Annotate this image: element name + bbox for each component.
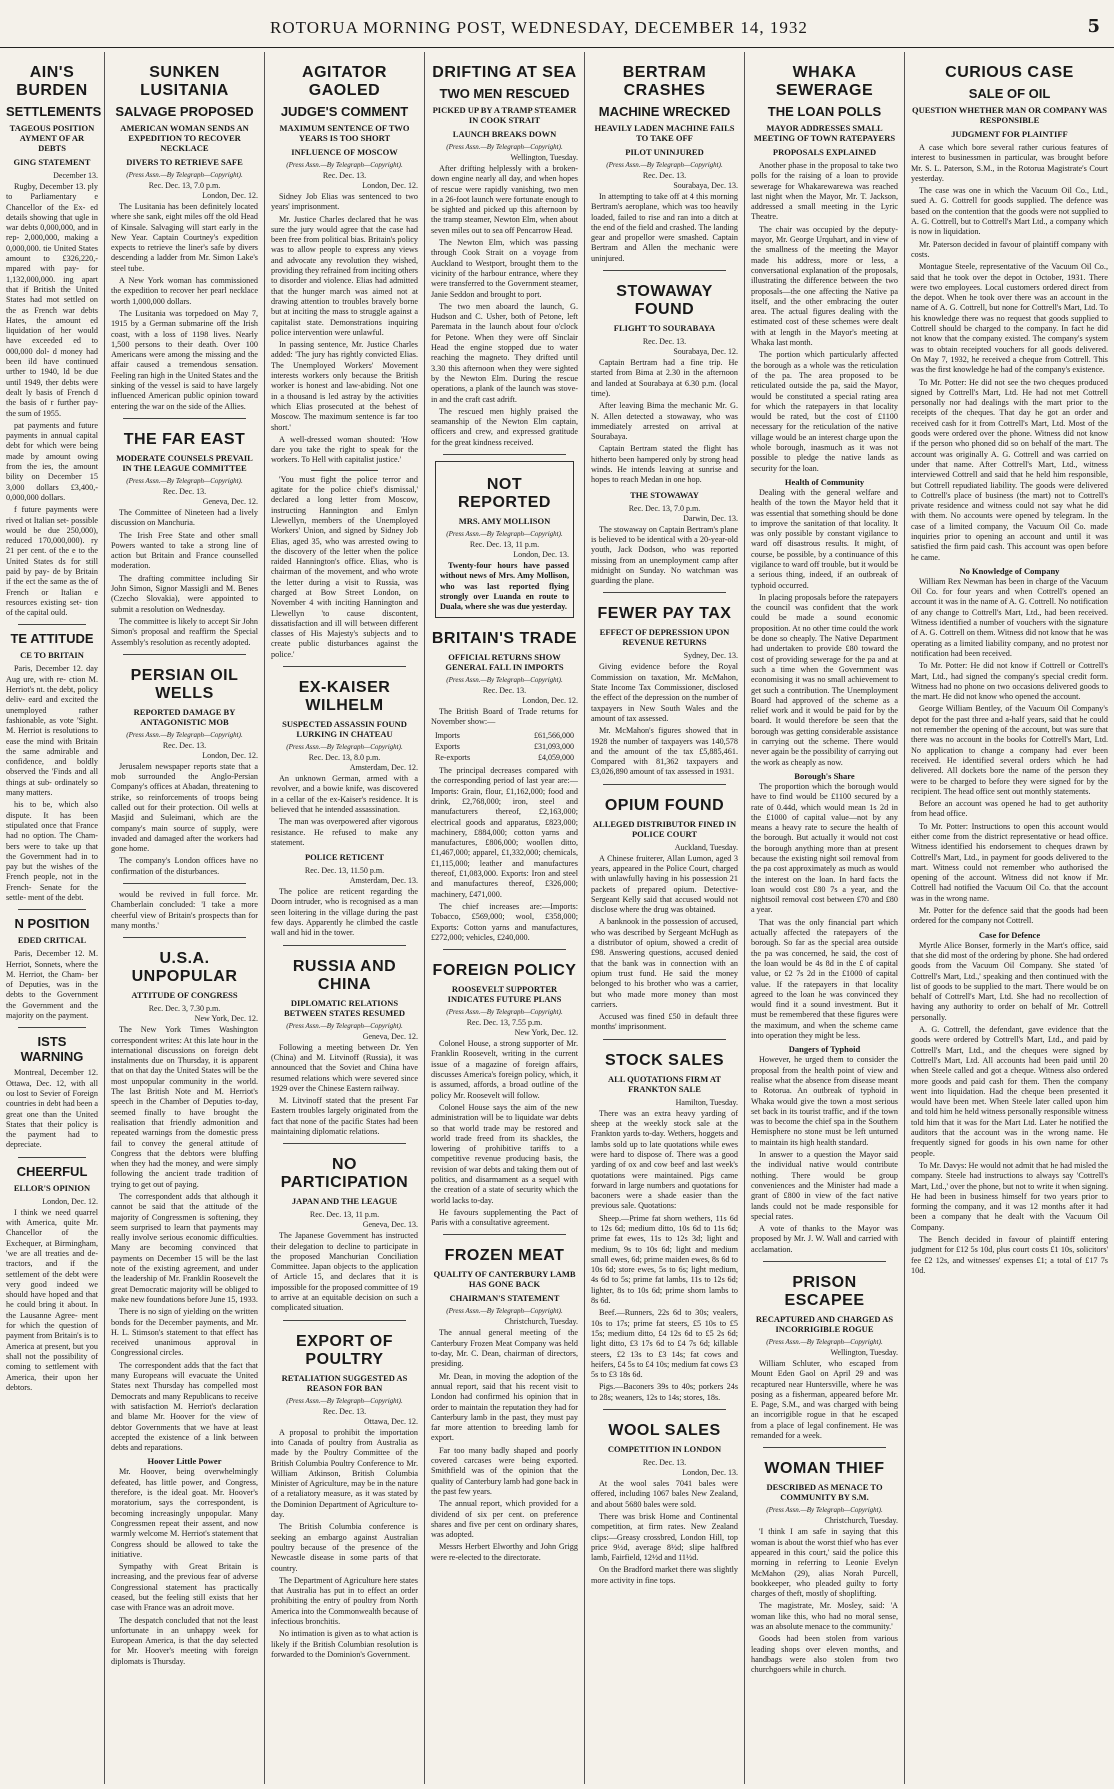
deck: REPORTED DAMAGE BY ANTAGONISTIC MOB	[133, 706, 236, 727]
divider	[603, 1039, 726, 1040]
paragraph: Mr. Potter for the defence said that the goods had been ordered for the company not Cottrell.	[911, 906, 1108, 926]
divider	[283, 666, 406, 667]
press-credit: (Press Assn.—By Telegraph—Copyright).	[766, 1337, 883, 1346]
press-credit: (Press Assn.—By Telegraph—Copyright).	[126, 171, 243, 179]
headline: STOCK SALES	[605, 1051, 724, 1069]
dateline: Geneva, Dec. 12.	[362, 1031, 418, 1041]
divider	[123, 418, 246, 419]
paragraph: Messrs Herbert Elworthy and John Grigg were re-elected to the directorate.	[431, 1542, 578, 1562]
received-time: Rec. Dec. 3, 7.30 p.m.	[148, 1004, 221, 1014]
received-time: Rec. Dec. 13.	[322, 171, 367, 180]
crosshead: Borough's Share	[794, 770, 855, 781]
deck: MRS. AMY MOLLISON	[458, 516, 551, 527]
paragraph: The chief increases are:—Imports: Tobacco, £569,000; wool, £358,000; Exports: Cotton yarns and manufactures, £272,000; vehicles, £240,000.	[431, 901, 578, 942]
deck: PILOT UNINJURED	[625, 147, 704, 157]
paragraph: would be revived in full force. Mr. Chamberlain concluded: 'I take a more cheerful view of Britain's prospects than for many months.'	[111, 890, 258, 930]
headline: BRITAIN'S TRADE	[431, 629, 578, 647]
deck: EDED CRITICAL	[17, 935, 87, 946]
paragraph: Mr. Justice Charles declared that he was sure the jury would agree that the case had been free from political bias. Britain's policy was to allow people to express any views and advocate any revolution they wished, providing they refrained from inciting others to disorder and violence. Elias had admitted that the hunger march was aimed not at drawing attention to troubles bravely borne but at inciting the mass to struggle against a capitalist state. Demonstrations inquiring police intervention were unlawful.	[271, 214, 418, 337]
trade-label: Imports	[435, 731, 460, 741]
paragraph: The annual report, which provided for a dividend of six per cent. on preference shares and five per cent on ordinary shares, was adopted.	[431, 1499, 578, 1540]
received-time: Rec. Dec. 13.	[322, 1406, 367, 1416]
deck: PICKED UP BY A TRAMP STEAMER IN COOK STRAIT	[432, 105, 577, 125]
trade-value: £31,093,000	[534, 742, 574, 752]
paragraph: The Lusitania was torpedoed on May 7, 1915 by a German submarine off the Irish coast, with a loss of 1198 lives. Nearly 1,500 persons to their death. Over 100 Americans were among the missing and the affair caused a tremendous sensation. Feeling ran high in the United States and the sinking of the vessel is said to have largely influenced American public opinion toward entering the war on the side of the Allies.	[111, 308, 258, 411]
press-credit: (Press Assn.—By Telegraph—Copyright).	[286, 1021, 403, 1030]
paragraph: Pigs.—Baconers 39s to 40s; porkers 24s to 28s; weaners, 12s to 14s; stores, 18s.	[591, 1382, 738, 1402]
divider	[18, 1027, 86, 1028]
paragraph: Sheep.—Prime fat shorn wethers, 11s 6d to 12s 6d; medium ditto, 10s 6d to 11s 6d; prime fat ewes, 11s to 12s 3d; light and medium, 9s to 10s 6d; light and medium small ewes, 6d; prime maiden ewes, 8s 6d to 10s 6d; store ewes, 5s to 6s; light medium, 4s 6d to 5s; prime fat lambs, 11s to 12s 6d; lighter, 8s to 10s 6d; prime shorn lambs to 8s 6d.	[591, 1213, 738, 1306]
deck: PROPOSALS EXPLAINED	[772, 147, 877, 157]
paragraph: The correspondent adds that although it cannot be said that the attitude of the majority of Congressmen is softening, they seem surprised to learn that payments may really involve serious economic difficulties. Many are becoming convinced that payments on December 15 will be the last note of the existing agreement, and under the leadership of Mr. Franklin Roosevelt the great Democratic majority will be obliged to make new foundations before June 15, 1933.	[111, 1192, 258, 1304]
paragraph: However, he urged them to consider the proposal from the health point of view and realise what the absence from disease meant to Rotorua. An outbreak of typhoid in Whaka would give the town a most serious set back in its tourist traffic, and if the town was to become the chief spa in the Southern Hemisphere no stone must be left unturned to maintain its high health standard.	[751, 1055, 898, 1147]
press-credit: (Press Assn.—By Telegraph—Copyright).	[446, 1307, 563, 1316]
paragraph: The principal decreases compared with the corresponding period of last year are:—Imports: Grain, flour, £1,162,000; food and drink, £2,768,000; iron, steel and manufacturers thereof, £2,163,000; electrical goods and apparatus, £823,000; machinery, £884,000; cotton yarns and manufactures, £806,000; woollen ditto, £1,467,000; apparel, £1,332,000; chemicals, £1,115,000; leather and manufactures thereof, £1,083,000. Exports: Iron and steel and manufactures thereof, £326,000; machinery, £471,000.	[431, 766, 578, 899]
dateline: Hamilton, Tuesday.	[675, 1097, 738, 1107]
masthead-rule	[0, 47, 1114, 48]
dateline: London, Dec. 12.	[202, 750, 258, 760]
press-credit: (Press Assn.—By Telegraph—Copyright).	[606, 161, 723, 169]
paragraph: I think we need quarrel with America, quite Mr. Chancellor of the Exchequer, at Birmingham, 'we are all treaties and de- tractors, and if the settlement of the debt were very good indeed we should have hoped and that he could bring it about. In the Lausanne Agree- ment for which the question of payment from Britain's is to America at present, but you shall not the possibility of coming to settlement with America, their upon her debtors.	[6, 1207, 98, 1392]
paragraph: Colonel House says the aim of the new administration will be to liquidate war debts so that world trade may be restored and world trade freed from its shackles, the lowering of prohibitive tariffs to a competitive revenue producing basis, the revision of war debts and taking them out of politics, and disarmament as a sequel with the creation of a state of security which the world lacks to-day.	[431, 1102, 578, 1205]
received-time: Rec. Dec. 13.	[642, 1458, 687, 1468]
dateline: Sourabaya, Dec. 13.	[673, 181, 738, 190]
table-row	[433, 753, 576, 762]
press-credit: (Press Assn.—By Telegraph—Copyright).	[766, 1506, 883, 1515]
headline: DRIFTING AT SEA	[432, 64, 577, 81]
headline: STOWAWAY FOUND	[616, 283, 713, 319]
deck: JUDGMENT FOR PLAINTIFF	[951, 129, 1068, 139]
dateline: London, Dec. 12.	[362, 181, 418, 190]
paragraph: The chair was occupied by the deputy-mayor, Mr. George Urquhart, and in view of the smallness of the meeting the Mayor made his address, more or less, a conversational explanation of the proposals, illustrating the difference between the two proposals—the one affecting the Native pa itself, and the other embracing the outer area. The actual figures dealing with the estimated cost of these schemes were dealt with at length in the Mayor's meeting at Whaka last month.	[751, 224, 898, 348]
paragraph: Sidney Job Elias was sentenced to two years' imprisonment.	[271, 192, 418, 212]
headline: THE FAR EAST	[123, 430, 246, 448]
paragraph: There was an extra heavy yarding of sheep at the weekly stock sale at the Frankton yards to-day. Wethers, hoggets and lambs sold up to late quotations while ewes were hard to dispose of. There was a good yarding of ox and cow beef and last week's quotations were maintained. Pigs came forward in large numbers and quotations for baconers were a shade easier than the previous sale. Quotations:	[591, 1108, 738, 1211]
divider	[443, 1234, 566, 1235]
paragraph: The Bench decided in favour of plaintiff entering judgment for £12 5s 10d, plus court costs £1 10s, solicitors' fee £2 12s, and witnesses' expenses £1; a total of £17 7s 10d.	[911, 1234, 1108, 1275]
paragraph: Montague Steele, representative of the Vacuum Oil Co., said that he took over the depot in October, 1931. There were two employees. Local customers ordered direct from the depot. When he took over there was an account in the name of A. G. Cottrell, but none for Cottrell's Mart, Ltd. To his knowledge there was no request that goods supplied to Cottrell should be charged to the company. In fact he did not know that the company existed. The company's system was to obtain receipted vouchers for all goods delivered. On May 7, 1932, he received a cheque from Cottrell. This was the first knowledge he had of the company's existence.	[911, 262, 1108, 375]
paragraph: The drafting committee including Sir John Simon, Signor Massigli and M. Benes (Czecho Slovakia), were appointed to submit a resolution on Wednesday.	[111, 573, 258, 614]
deck: RECAPTURED AND CHARGED AS INCORRIGIBLE ROGUE	[755, 1313, 894, 1334]
paragraph: The stowaway on Captain Bertram's plane is believed to be identical with a 20-year-old youth, Jack Dodson, who was reported missing from an unemployment camp after midnight on Sunday. No watchman was guarding the plane.	[591, 524, 738, 586]
paragraph: Paris, December 12. M. Herriot, Sonnets, where the M. Herriot, the Cham- ber of Deputies, was in the debts to the Government the Government and the majority on the payment.	[6, 949, 98, 1021]
paragraph: To Mr. Potter: He did not know if Cottrell or Cottrell's Mart, Ltd., had signed the company's special credit form. Witness had no phone on two occasions delivered goods to the mart. He did not know who opened the account.	[911, 661, 1108, 702]
deck: DIPLOMATIC RELATIONS BETWEEN STATES RESUMED	[283, 997, 406, 1018]
paragraph: Another phase in the proposal to take two polls for the raising of a loan to provide sewerage for Whakarewarewa was reached last night when the Mayor, Mr. T. Jackson, addressed a small meeting in the Lyric Theatre.	[751, 161, 898, 222]
table-row	[433, 742, 576, 751]
deck: RETALIATION SUGGESTED AS REASON FOR BAN	[281, 1372, 408, 1393]
paragraph: That was the only financial part which actually affected the ratepayers of the borough. So far as the special area outside the pa was concerned, he said, the cost of the loan would be 4s 8d in the £ of capital value, or £2 7s 2d in the £1000 of capital value. If the ratepayers in that locality agreed to the loan he was convinced they would find it a sound investment. But it must be remembered that these figures were the maximum, and when the scheme came into operation they might be less.	[751, 917, 898, 1041]
dateline: London, Dec. 12.	[522, 695, 578, 705]
press-credit: (Press Assn.—By Telegraph—Copyright).	[446, 1008, 563, 1017]
headline: FOREIGN POLICY	[432, 962, 577, 980]
paragraph: Twenty-four hours have passed without news of Mrs. Amy Mollison, who was last reported flying strongly over Luanda en route to Duala, where she was due yesterday.	[440, 561, 569, 612]
press-credit: (Press Assn.—By Telegraph—Copyright).	[286, 743, 403, 752]
received-time: Rec. Dec. 13.	[642, 337, 687, 347]
paragraph: f future payments were rived ot Italian set- possible would be due 250,000), reduced 170,000,000). ry 21 per cent. of the e to the United States ds for still paid by pay- de by Britain if the ect the same as the of French or Italian e resources existing set- tion of the capital ould.	[6, 505, 98, 618]
paragraph: To Mr. Davys: He would not admit that he had misled the company. Steele had instructions to always say 'Cottrell's Mart, Ltd.,' over the phone, but not to write it when signing. He had been in business himself for two years prior to forming the company, and it was 12 months after it had been a company that he dealt with the Vacuum Oil Company.	[911, 1160, 1108, 1232]
received-time: Rec. Dec. 13, 11.50 p.m.	[304, 866, 385, 876]
headline: NO PARTICIPATION	[280, 1156, 409, 1192]
dateline: London, Dec. 12.	[202, 191, 258, 200]
dateline: Amsterdam, Dec. 13.	[349, 876, 418, 886]
received-time: Rec. Dec. 13, 11 p.m.	[309, 1210, 380, 1220]
paragraph: After drifting helplessly with a broken-down engine nearly all day, and when hopes of rescue were rapidly vanishing, two men in a 26-foot launch were fortunate enough to be sighted and picked up this afternoon by the tramp steamer, Newton Elm, when about seven miles out to sea off Pencarrow Head.	[431, 164, 578, 235]
paragraph: A. G. Cottrell, the defendant, gave evidence that the goods were ordered by Cottrell's Mart, Ltd., and paid by Cottrell's Mart, Ltd., and the cheques were signed by Cottrell's Mart, Ltd. All accounts had been paid until 20 when Steele called and got a cheque. Witness also ordered more goods and paid cash for them. Then the company went into liquidation. Had the cheque been presented it would have been met. When Steele later called upon him and told him he held witness personally responsible witness told him that it was for the Mart Ltd. Later he notified the auditors that the account was in the wrong name. He frequently signed for goods in his own name for other people.	[911, 1025, 1108, 1158]
paragraph: Far too many badly shaped and poorly covered carcases were being exported. Smithfield was of the opinion that the quality of Canterbury lamb had gone back in the past few years.	[431, 1445, 578, 1496]
deck: MAYOR ADDRESSES SMALL MEETING OF TOWN RATEPAYERS	[753, 123, 896, 143]
boxed-article	[435, 461, 574, 617]
deck: TAGEOUS POSITION AYMENT OF AR DEBTS	[9, 123, 95, 153]
deck: ROOSEVELT SUPPORTER INDICATES FUTURE PLANS	[447, 984, 562, 1005]
paragraph: Myrtle Alice Bonser, formerly in the Mart's office, said that she did most of the ordering by phone. She had ordered goods from the Vacuum Oil Company. She stated 'of Cottrell's Mart, Ltd.,' speaking and then continued with the list of goods to be supplied to the mart. There would be on behalf of Cottrell's Mart, Ltd. She had no recollection of having any authority to order on behalf of Mr. Cottrell personally.	[911, 940, 1108, 1022]
press-credit: (Press Assn.—By Telegraph—Copyright).	[446, 143, 563, 151]
paragraph: The annual general meeting of the Canterbury Frozen Meat Company was held to-day, Mr. C. Dean, chairman of directors, presiding.	[431, 1328, 578, 1369]
trade-label: Re-exports	[435, 753, 471, 763]
paragraph: No intimation is given as to what action is likely if the British Columbian resolution is forwarded to the Dominion's Government.	[271, 1629, 418, 1659]
column-3	[265, 52, 424, 1784]
divider	[123, 883, 246, 884]
paragraph: To Mr. Potter: Instructions to open this account would either come from the district representative or head office. Witness identified his endorsement to cheques drawn by Cottrell's Mart, Ltd., in payment for goods delivered to the mart. Witness could not remember who authorised the opening of the account. Witness did not know if Mr. Cottrell had notified the Vacuum Oil Co. that the account was in the wrong name.	[911, 821, 1108, 903]
paragraph: The police are reticent regarding the Doorn intruder, who is recognised as a man seen loitering in the village during the past few days. Apparently he climbed the castle wall and hid in the tower.	[271, 887, 418, 938]
paragraph: The rescued men highly praised the seamanship of the Newton Elm captain, officers and crew, and expressed gratitude for the great kindness received.	[431, 406, 578, 447]
deck: ELLOR'S OPINION	[13, 1182, 91, 1193]
divider	[18, 1157, 86, 1158]
subheadline: THE LOAN POLLS	[767, 104, 882, 119]
deck: LAUNCH BREAKS DOWN	[452, 129, 557, 139]
divider	[18, 624, 86, 625]
dateline: December 13.	[53, 171, 98, 180]
paragraph: The correspondent adds that the fact that many Europeans will evacuate the United States next Thursday has compelled most Democrats and many Republicans to receive with satisfaction M. Herriot's declaration and blame Mr. Hoover for the view of debtor Governments that we have at least accepted the existence of a link between debts and reparations.	[111, 1360, 258, 1453]
dateline: New York, Dec. 12.	[194, 1014, 258, 1024]
deck: ATTITUDE OF CONGRESS	[131, 990, 238, 1001]
deck: FLIGHT TO SOURABAYA	[613, 323, 716, 334]
divider	[763, 1261, 886, 1262]
press-credit: (Press Assn.—By Telegraph—Copyright).	[446, 530, 563, 539]
paragraph: Mr. Hoover, being overwhelmingly defeated, has little power, and Congress, therefore, is the ideal goat. Mr. Hoover's moratorium, says the correspondent, is becoming increasingly unpopular. Many Congressmen repeat their assent, and now warmly welcome M. Herriot's statement that Congress should be allowed to take the initiative.	[111, 1467, 258, 1559]
paragraph: The British Columbia conference is seeking an embargo against Australian poultry because of the presence of the Newcastle disease in some parts of that country.	[271, 1522, 418, 1573]
paragraph: 'You must fight the police terror and agitate for the police chief's dismissal,' declared a long letter from Moscow, instructing Hannington and Emlyn Llewellyn, members of the Unemployed Workers' Union, and signed by Sidney Job Elias, aged 35, who was arrested owing to the discovery of the letter when the police raided Hannington's office. Elias, who is chairman of the movement, and who wrote the letter during a visit to Russia, was charged at Bow Street London, on November 4 with inciting Hannington and Llewellyn 'to cause discontent, dissatisfaction and ill will between different classes of His Majesty's subjects and to create public disturbances against the police.'	[271, 474, 418, 659]
paragraph: The Irish Free State and other small Powers wanted to take a strong line of action but Britain and France counselled moderation.	[111, 530, 258, 571]
divider	[603, 784, 726, 785]
column-4	[425, 52, 584, 1784]
dateline: London, Dec. 13.	[513, 550, 569, 560]
paragraph: Colonel House, a strong supporter of Mr. Franklin Roosevelt, writing in the current issue of a magazine of foreign affairs, discusses America's foreign policy, which, it is assumed, affords, a broad outline of the policy Mr. Roosevelt will follow.	[431, 1039, 578, 1100]
crosshead: Dangers of Typhoid	[788, 1044, 861, 1055]
paragraph: The committee is likely to accept Sir John Simon's proposal and reaffirm the Special Assembly's resolution as recently adopted.	[111, 616, 258, 647]
dateline: Christchurch, Tuesday.	[504, 1317, 578, 1327]
section-head: CHEERFUL	[16, 1163, 88, 1179]
divider	[123, 654, 246, 655]
crosshead: Hoover Little Power	[147, 1456, 222, 1467]
paragraph: A well-dressed woman shouted: 'How dare you take the right to speak for the workers. To Hell with capitalist justice.'	[271, 434, 418, 465]
divider	[603, 1409, 726, 1410]
paragraph: The portion which particularly affected the borough as a whole was the reticulation of the pa. The area proposed to be reticulated outside the pa, said the Mayor, would be constituted a special rating area for which the ratepayers in that locality would be rated, but the cost of £1100 necessary for the reticulation of the native village would be an interest charge upon the whole borough, inasmuch as it was not possible to pledge the native lands as security for the loan.	[751, 350, 898, 473]
deck: QUALITY OF CANTERBURY LAMB HAS GONE BACK	[433, 1269, 576, 1290]
received-time: Rec. Dec. 13, 7.0 p.m.	[628, 503, 701, 513]
paragraph: Rugby, December 13. ply to Parliamentary e Chancellor of the Ex- ed details showing that ugle in war debts 0,000,000, and in rep- 2,000,000, making a 0,000,000. tie United States amount to £326,220,- mpared with pay- for 1,132,000,000. ing apart that if British the United States had mot settled on the as French war debts Hates, the amount ed liquidation of her would have exceeded ed to 000,000 dol- d money had been ild have continued urther to 1940, ld be due until 1949, ther debts were dealt ly basis of French d the basis of r further pay- the sum of 1955.	[6, 182, 98, 418]
headline: WOOL SALES	[608, 1422, 721, 1440]
dateline: Wellington, Tuesday.	[510, 153, 578, 162]
paragraph: Sympathy with Great Britain is increasing, and the previous fear of adverse Congressional statement has practically ceased, but the feeling still exists that her case with France was an adroit move.	[111, 1562, 258, 1613]
dateline: Ottawa, Dec. 12.	[364, 1416, 418, 1426]
paragraph: Following a meeting between Dr. Yen (China) and M. Litvinoff (Russia), it was announced that the Soviet and China have resumed relations which were severed since 1929 over the Chinese Eastern railway.	[271, 1042, 418, 1093]
table-row	[433, 731, 576, 740]
trade-value: £4,059,000	[538, 753, 574, 763]
paragraph: There was brisk Home and Continental competition, at firm rates. New Zealand clips:—Greasy crossbred, London Hill, top price 9½d, average 8½d; slipe halfbred lamb, Fairfield, 12½d and 11½d.	[591, 1511, 738, 1563]
divider	[443, 949, 566, 950]
divider	[123, 937, 246, 938]
paragraph: The proportion which the borough would have to find would be £1100 secured by a rate of 0.44d, which would mean 1s 2d in the £1000 of capital value—not by any means a heavy rate to secure the health of the borough. But actually it would not cost the borough anything more than at present because the existing night soil removal from the pa cost approximately as much as would the interest on the loan. In hard facts the loan would cost £80 7s a year, and the nightsoil removal cost between £70 and £80 a year.	[751, 781, 898, 915]
headline: BERTRAM CRASHES	[622, 64, 707, 99]
divider	[283, 945, 406, 946]
paragraph: pat payments and future payments in annual capital debt for which were being made by amount owing from the ies, the amount bility on December 15 3,000 dollars £3,400,- 0,000,000 dollars.	[6, 420, 98, 502]
paragraph: Jerusalem newspaper reports state that a mob surrounded the Anglo-Persian Company's offices at Abadan, threatening to strike, so reinforcements of troops being called out for their protection. Oil wells at Masjid and Suleimani, which are the company's main source of supply, were invaded and damaged after the workers had gone home.	[111, 761, 258, 854]
paragraph: The company's London offices have no confirmation of the disturbances.	[111, 856, 258, 876]
subheadline: JUDGE'S COMMENT	[280, 104, 409, 119]
received-time: Rec. Dec. 13, 7.0 p.m.	[148, 181, 221, 190]
deck: MODERATE COUNSELS PREVAIL IN THE LEAGUE COMMITTEE	[116, 452, 253, 473]
deck: THE STOWAWAY	[630, 489, 699, 500]
paragraph: A proposal to prohibit the importation into Canada of poultry from Australia as made by the Poultry Committee of the British Columbia Poultry Conference to Mr. William Atkinson, British Columbia Minister of Agriculture, may be in the nature of a retaliatory measure, as it was stated by the Dominion Department of Agriculture to-day.	[271, 1427, 418, 1520]
headline: AIN'S BURDEN	[16, 64, 88, 99]
dateline: London, Dec. 12.	[42, 1196, 98, 1206]
received-time: Rec. Dec. 13.	[642, 171, 687, 180]
page-number: 5	[1087, 16, 1100, 37]
divider	[603, 592, 726, 593]
paragraph: The despatch concluded that not the least unfortunate in an unhappy week for European America, is that the day selected for Mr. Hoover's meeting with foreign diplomats is Thursday.	[111, 1615, 258, 1666]
divider	[18, 909, 86, 910]
paragraph: Dealing with the general welfare and health of the town the Mayor held that it was essential that something should be done to improve the sanitation of that locality. It was only possible by constant vigilance to ward off disastrous results. It might, of course, be possible, by a continuance of this vigilance to ward off trouble, but it would be a serious thing, indeed, if an outbreak of typhoid occurred.	[751, 487, 898, 590]
section-head: TE ATTITUDE	[10, 631, 94, 647]
deck: HEAVILY LADEN MACHINE FAILS TO TAKE OFF	[594, 123, 735, 143]
paragraph: The case was one in which the Vacuum Oil Co., Ltd., sued A. G. Cottrell for goods supplied. The defence was based on the contention that the goods were not supplied to A. G. Cottrell, but to Cottrell's Mart Ltd., a company which is now in liquidation.	[911, 186, 1108, 237]
deck: QUESTION WHETHER MAN OR COMPANY WAS RESPONSIBLE	[912, 105, 1107, 125]
received-time: Rec. Dec. 13.	[162, 486, 207, 496]
paragraph: Captain Bertram had a fine trip. He started from Bima at 2.30 in the afternoon and landed at Sourabaya at 6.30 p.m. (local time).	[591, 358, 738, 398]
headline: FEWER PAY TAX	[597, 605, 732, 623]
paragraph: At the wool sales 7041 bales were offered, including 1067 bales New Zealand, and about 5680 bales were sold.	[591, 1479, 738, 1509]
deck: POLICE RETICENT	[304, 852, 385, 863]
deck: DESCRIBED AS MENACE TO COMMUNITY BY S.M.	[766, 1482, 883, 1503]
headline: U.S.A. UNPOPULAR	[131, 950, 238, 986]
paragraph: In placing proposals before the ratepayers the council was confident that the work could be made a sound economic proposition. At no other time could the work be done so cheaply. The Native Department had undertaken to provide £80 toward the cost of providing sewerage for the pa and at such a time when the Government was economising it was no small achievement to get such a contribution. The Unemployment Board had approved of the scheme as a relief work and it would be paid for by the board. It would therefore be seen that the borough was getting considerable assistance in carrying out the scheme. There would never again be the possibility of carrying out the work as cheaply as now.	[751, 592, 898, 767]
deck: INFLUENCE OF MOSCOW	[291, 147, 398, 157]
dateline: Wellington, Tuesday.	[830, 1347, 898, 1357]
paragraph: To Mr. Potter: He did not see the two cheques produced signed by Cottrell's Mart, Ltd. He had not met Cottrell personally nor had dealings with the mart prior to the receipts of the cheques. That day he got an order and received cash for it from Cottrell's Mart, Ltd. Most of the goods were ordered over the phone. Witness did not know if the person who phoned did so on behalf of the mart. The account was originally A. G. Cottrell and was carried on under that name. After Cottrell's Mart, Ltd., witness interviewed Cottrell and said that he held him responsible, but Cottrell repudiated liability. The goods were delivered to Cottrell's place of business (the mart) not to Cottrell's private residence and witness could not say what he did with them. No accounts were opened by telegram. In the case of a limited company, the Vacuum Oil Co. made inquiries prior to opening an account and until it was satisfied the firm paid cash. This account was open before he came.	[911, 377, 1108, 562]
paragraph: The man was overpowered after vigorous resistance. He refused to make any statement.	[271, 817, 418, 847]
subheadline: SALVAGE PROPOSED	[115, 104, 254, 119]
paragraph: Accused was fined £50 in default three months' imprisonment.	[591, 1012, 738, 1032]
deck: MAXIMUM SENTENCE OF TWO YEARS IS TOO SHORT	[279, 123, 410, 143]
headline: AGITATOR GAOLED	[302, 64, 387, 99]
paragraph: A banknook in the possession of accused, who was described by Sergeant McHugh as a distributor of opium, showed a credit of £98. Answering questions, accused denied that the bank was in connection with an opium trust fund. He said the money belonged to his brother who was a carrier, but who made more money than most carriers.	[591, 917, 738, 1009]
paragraph: In passing sentence, Mr. Justice Charles added: 'The jury has rightly convicted Elias. The Unemployed Workers' Movement interests workers only because the British worker is honest and law-abiding. Not one in a thousand is led astray by the activities which Elias prosecuted at the behest of Moscow. The maximum sentence is far too short.'	[271, 340, 418, 432]
press-credit: (Press Assn.—By Telegraph—Copyright).	[446, 675, 563, 684]
deck: CHAIRMAN'S STATEMENT	[449, 1293, 560, 1304]
deck: ALL QUOTATIONS FIRM AT FRANKTON SALE	[607, 1073, 722, 1094]
headline: OPIUM FOUND	[604, 796, 725, 814]
paragraph: his to be, which also dispute. It has been stipulated once that France had no option. The Cham- bers were to take up that the Government had in to pay but the wishes of the French people, not in the French- Senate for the settle- ment of the debt.	[6, 800, 98, 902]
deck: JAPAN AND THE LEAGUE	[291, 1196, 398, 1207]
paragraph: The Japanese Government has instructed their delegation to decline to participate in the proposed Manchurian Conciliation Committee. Japan objects to the application of Article 15, and declares that it is impossible for the proposed committee of 19 to arrive at an equitable decision on such a complicated situation.	[271, 1231, 418, 1313]
dateline: London, Dec. 13.	[682, 1468, 738, 1478]
newspaper-title: ROTORUA MORNING POST, WEDNESDAY, DECEMBER 14, 1932	[270, 18, 808, 37]
paragraph: William Rex Newman has been in charge of the Vacuum Oil Co. for four years and when Cottrell's opened an account it was in the name of A. G. Cottrell. No notification of any change to Cottrell's Mart, Ltd., had been received. Witness identified a number of vouchers with the signature of A. G. Cottrell on them. Witness did not know that he was operating as a limited liability company, and no protest nor notification had been received.	[911, 576, 1108, 658]
paragraph: Mr. Paterson decided in favour of plaintiff company with costs.	[911, 239, 1108, 259]
divider	[311, 470, 378, 471]
paragraph: Mr. Dean, in moving the adoption of the annual report, said that his recent visit to London had confirmed his opinion that in order to maintain the reputation they had for Canterbury lamb in the past, they must pay far more attention to breeding lamb for export.	[431, 1371, 578, 1443]
headline: FROZEN MEAT	[444, 1247, 565, 1265]
subheadline: TWO MEN RESCUED	[439, 86, 570, 101]
paragraph: The magistrate, Mr. Mosley, said: 'A woman like this, who had no moral sense, was an absolute menace to the community.'	[751, 1601, 898, 1632]
deck: EFFECT OF DEPRESSION UPON REVENUE RETURNS	[599, 627, 730, 648]
paragraph: Goods had been stolen from various leading shops over eleven months, and handbags were also stolen from two churchgoers while in church.	[751, 1634, 898, 1675]
masthead	[0, 0, 1114, 50]
paragraph: Captain Bertram stated the flight has hitherto been hampered only by strong head winds. He intends leaving at sunrise and hopes to reach Medan in one hop.	[591, 444, 738, 485]
dateline: Darwin, Dec. 13.	[683, 513, 738, 523]
dateline: New York, Dec. 12.	[514, 1028, 578, 1038]
paragraph: The two men aboard the launch, G. Hudson and C. Usher, both of Petone, left Paremata in the launch about four o'clock for Petone. When they were off Sinclair Head the engine stopped due to water reaching the magneto. They drifted until 3.30 this afternoon when they were sighted by the Newton Elm. During the rescue operations, a plank of the launch was stove-in and the craft cast adrift.	[431, 301, 578, 404]
headline: WHAKA SEWERAGE	[775, 64, 874, 99]
divider	[603, 270, 726, 271]
dateline: Auckland, Tuesday.	[674, 842, 738, 852]
column-1	[0, 52, 104, 1784]
dateline: Amsterdam, Dec. 12.	[349, 763, 418, 773]
dateline: Christchurch, Tuesday.	[824, 1516, 898, 1526]
deck: AMERICAN WOMAN SENDS AN EXPEDITION TO RECOVER NECKLACE	[120, 123, 249, 153]
paragraph: He favours supplementing the Pact of Paris with a consultative agreement.	[431, 1207, 578, 1228]
received-time: Rec. Dec. 13.	[162, 740, 207, 750]
headline: NOT REPORTED	[458, 476, 551, 512]
section-head: ISTS WARNING	[20, 1034, 84, 1065]
subheadline: MACHINE WRECKED	[598, 104, 731, 119]
crosshead: Health of Community	[784, 476, 865, 487]
paragraph: George William Bentley, of the Vacuum Oil Company's depot for the past three and a-half years, said that he could not remember the opening of the account, but was sure that there was no account in the books for Cottrell's Mart, Ltd. No application to change a company had ever been received. He identified several orders which he had delivered. All dockets bore the name of the person they were to be charged to before they were signed for by the recipient. The head office sent out monthly statements.	[911, 704, 1108, 796]
paragraph: The Newton Elm, which was passing through Cook Strait on a voyage from Auckland to Westport, brought them to the vicinity of the harbour entrance, where they were transferred to the Government steamer, Janie Seddon and brought to port.	[431, 238, 578, 299]
paragraph: A Chinese fruiterer, Allan Lumon, aged 3 years, appeared in the Police Court, charged with unlawfully having in his possession 21 packets of prepared opium. Detective-Sergeant Kelly said that accused would not disclose where the drug was obtained.	[591, 853, 738, 915]
press-credit: (Press Assn.—By Telegraph—Copyright).	[286, 1396, 403, 1405]
divider	[283, 1320, 406, 1321]
press-credit: (Press Assn.—By Telegraph—Copyright).	[286, 161, 403, 169]
received-time: Rec. Dec. 13, 11 p.m.	[469, 540, 540, 550]
paragraph: Giving evidence before the Royal Commission on taxation, Mr. McMahon, State Income Tax Commissioner, disclosed the effect of the depression on the number of taxpayers in New South Wales and the amount of tax assessed.	[591, 662, 738, 723]
paragraph: Before an account was opened he had to get authority from head office.	[911, 799, 1108, 819]
deck: CE TO BRITAIN	[20, 650, 84, 661]
crosshead: Case for Defence	[978, 929, 1041, 940]
divider	[443, 454, 566, 455]
paragraph: The Lusitania has been definitely located where she sank, eight miles off the old Head of Kinsale. Salvaging will start early in the New Year. Captain Courtney's expedition expects to retrieve the liner's safe by divers descending a ladder from Mr. Simon Lake's steel tube.	[111, 202, 258, 273]
headline: EXPORT OF POULTRY	[296, 1332, 393, 1368]
paragraph: A case which bore several rather curious features of interest to businessmen in particular, was brought before Mr. S. L. Paterson, S.M., in the Rotorua Magistrate's Court yesterday.	[911, 143, 1108, 183]
paragraph: In answer to a question the Mayor said the individual native would contribute nothing. There would be group conveniences and the Minister had made a grant of £800 in view of the fact native lands could not be made responsible for special rates.	[751, 1150, 898, 1221]
received-time: Rec. Dec. 13, 7.55 p.m.	[466, 1018, 543, 1028]
paragraph: 'I think I am safe in saying that this woman is about the worst thief who has ever appeared in this court,' said the police this morning in referring to Leonie Evelyn McMahon (29), alias Norah Purcell, bookkeeper, who pleaded guilty to forty charges of theft, mostly of shoplifting.	[751, 1527, 898, 1599]
deck: COMPETITION IN LONDON	[607, 1444, 722, 1455]
headline: EX-KAISER WILHELM	[298, 679, 391, 715]
paragraph: An unknown German, armed with a revolver, and a bowie knife, was discovered in a cellar of the ex-Kaiser's residence. It is believed that he intended assassination.	[271, 774, 418, 814]
deck: ALLEGED DISTRIBUTOR FINED IN POLICE COURT	[592, 818, 737, 839]
received-time: Rec. Dec. 13.	[482, 685, 527, 695]
dateline: Sydney, Dec. 13.	[683, 651, 738, 661]
headline: RUSSIA AND CHINA	[292, 957, 397, 993]
crosshead: No Knowledge of Company	[959, 565, 1060, 576]
paragraph: The Committee of Nineteen had a lively discussion on Manchuria.	[111, 507, 258, 528]
trade-value: £61,566,000	[534, 731, 574, 741]
divider	[283, 1143, 406, 1144]
section-head: N POSITION	[14, 916, 90, 932]
deck: OFFICIAL RETURNS SHOW GENERAL FALL IN IMPORTS	[445, 651, 564, 672]
paragraph: Montreal, December 12. Ottawa, Dec. 12, with all ou lost to Sevier of Foreign countries in debt had been a great one than the United States that their policy is the payment had to depreciate.	[6, 1068, 98, 1150]
subheadline: SALE OF OIL	[968, 86, 1051, 101]
column-2	[105, 52, 264, 1784]
column-6	[745, 52, 904, 1784]
dateline: Geneva, Dec. 13.	[362, 1220, 418, 1230]
headline: CURIOUS CASE	[945, 64, 1074, 81]
paragraph: On the Bradford market there was slightly more activity in fine tops.	[591, 1565, 738, 1585]
paragraph: M. Litvinoff stated that the present Far Eastern troubles largely originated from the fact that none of the pacific States had been maintaining diplomatic relations.	[271, 1096, 418, 1136]
headline: SUNKEN LUSITANIA	[140, 64, 229, 99]
paragraph: William Schluter, who escaped from Mount Eden Gaol on April 29 and was recaptured near Huntersville, where he was posing as a fisherman, appeared before Mr. E. Page, S.M., and was charged with being an incorrigible rogue in that he escaped from a place of legal confinement. He was remanded for a week.	[751, 1358, 898, 1441]
paragraph: A New York woman has commissioned the expedition to recover her pearl necklace worth 1,000,000 dollars.	[111, 276, 258, 306]
headline: PRISON ESCAPEE	[784, 1273, 865, 1309]
paragraph: The New York Times Washington correspondent writes: At this late hour in the international discussions on foreign debt instalments due on Thursday, it is apparent that on that day the United States will be the most unpopular community in the world. The last British Note and M. Herriot's speech in the Chamber of Deputies to-day, seemed finally to have brought the realisation that friendly admonition and repeated warnings from the domestic press fail to convey the general attitude of Congress that the debtors were bluffing when they had the money, and were simply following the ancient trade tradition of trying to get out of paying.	[111, 1025, 258, 1189]
paragraph: Mr. McMahon's figures showed that in 1928 the number of taxpayers was 140,578 and the amount of the tax £5,885,461. Compared with 81,362 taxpayers and £3,026,890 amount of tax assessed in 1931.	[591, 726, 738, 777]
paragraph: Beef.—Runners, 22s 6d to 30s; vealers, 10s to 17s; prime fat steers, £5 10s to £5 15s; medium ditto, £4 12s 6d to £5 2s 6d; light ditto, £3 17s 6d to £4 7s 6d; killable steers, £2 13s to £3 14s; fat cows and heifers, £4 5s to £4 10s; medium fat cows £3 5s to £3 18s 6d.	[591, 1308, 738, 1380]
paragraph: Paris, December 12. day Aug ure, with re- ction M. Herriot's nt. the debt, policy deliv- eard and excited the unemployed rather fashionable, as vote 'Sight. M. Herriot is resolutions to ease the mind with Britain the same admirable and confidence, and boldly observed the 'Finds and all things at sub- ordinately so many matters.	[6, 664, 98, 798]
headline: WOMAN THIEF	[764, 1460, 885, 1478]
paragraph: A vote of thanks to the Mayor was proposed by Mr. J. W. Wall and carried with acclamation.	[751, 1224, 898, 1254]
divider	[763, 1447, 886, 1448]
deck: SUSPECTED ASSASSIN FOUND LURKING IN CHATEAU	[282, 719, 407, 740]
deck: GING STATEMENT	[13, 157, 91, 167]
column-5	[585, 52, 744, 1784]
trade-label: Exports	[435, 742, 460, 752]
paragraph: The Department of Agriculture here states that Australia has put in to effect an order prohibiting the entry of poultry from North America into the Commonwealth because of infectious bronchitis.	[271, 1575, 418, 1627]
paragraph: There is no sign of yielding on the written bonds for the December payments, and Mr. H. L. Stimson's statement to that effect has received unanimous approval in Congressional circles.	[111, 1307, 258, 1358]
paragraph: The British Board of Trade returns for November show:—	[431, 706, 578, 726]
trade-table	[431, 729, 578, 764]
column-7	[905, 52, 1114, 1784]
subheadline: SETTLEMENTS	[6, 104, 102, 119]
received-time: Rec. Dec. 13, 8.0 p.m.	[308, 753, 381, 763]
dateline: Sourabaya, Dec. 12.	[673, 347, 738, 357]
dateline: Geneva, Dec. 12.	[202, 496, 258, 506]
deck: DIVERS TO RETRIEVE SAFE	[126, 157, 243, 167]
paragraph: After leaving Bima the mechanic Mr. G. N. Allen detected a stowaway, who was immediately arrested on arrival at Sourabaya.	[591, 401, 738, 442]
press-credit: (Press Assn.—By Telegraph—Copyright).	[126, 730, 243, 739]
press-credit: (Press Assn.—By Telegraph—Copyright).	[126, 476, 243, 485]
paragraph: In attempting to take off at 4 this morning Bertram's aeroplane, which was too heavily loaded, failed to rise and ran into a ditch at the end of the field and crashed. The landing gear and propellor were smashed. Captain Bertram and Allen the mechanic were uninjured.	[591, 192, 738, 263]
headline: PERSIAN OIL WELLS	[130, 666, 239, 702]
